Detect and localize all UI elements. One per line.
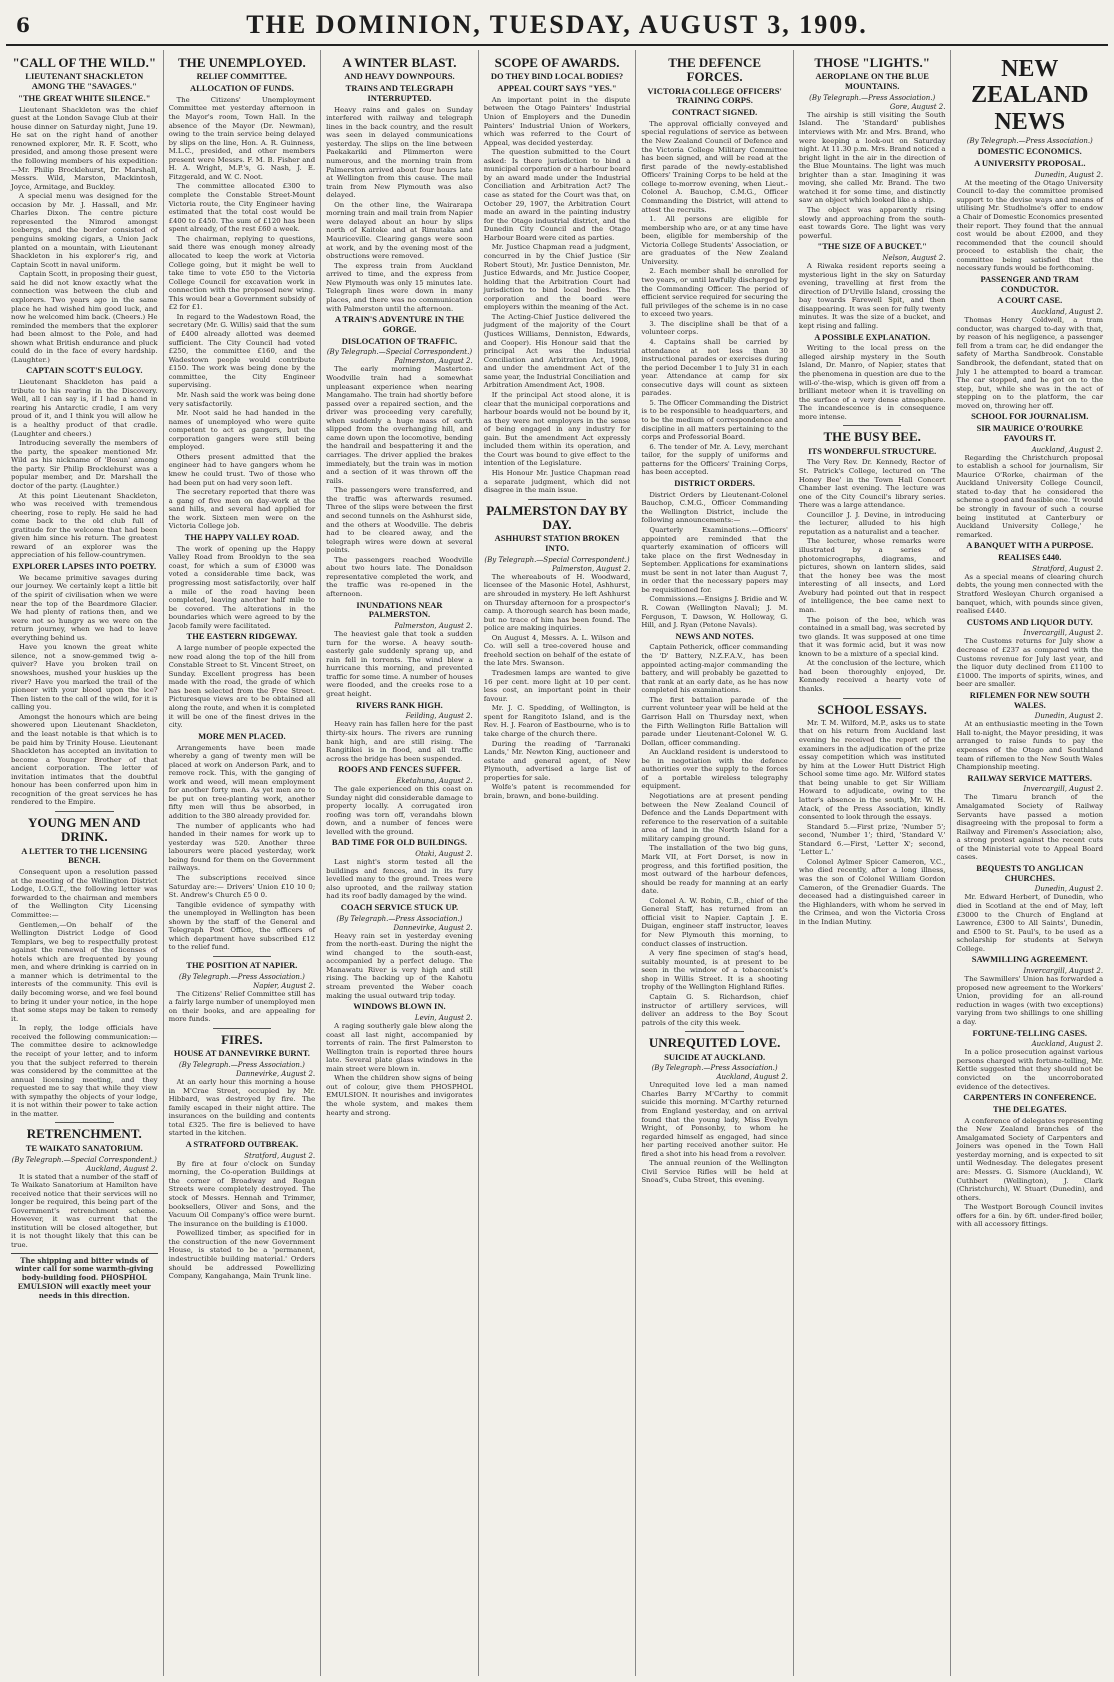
dateline: Napier, August 2.	[253, 981, 316, 990]
article-paragraph: At an early hour this morning a house in M'Crae Street, occupied by Mr. Hibbard, was destroyed by fire. The family escaped in their night attire. The insurances on the building and contents total £325. The fire is believed to have started in the kitchen.	[168, 1078, 316, 1138]
article-paragraph: The express train from Auckland arrived to time, and the express from New Plymouth was only 15 minutes late. Telegraph lines were down in many places, and there was no communication with Palmerston until the afternoon.	[326, 261, 473, 313]
subheading: SCHOOL FOR JOURNALISM.	[971, 411, 1089, 422]
article-paragraph: At the meeting of the Otago University Council to-day the committee promised support to the devise ways and means of utilising Mr. Studholme's offer to endow a Chair of Domestic Economics presented their report. They found that the annual cost would be about £2000, and they recommended that the council should proceed to establish the chair, the committee being satisfied that the necessary funds would be forthcoming.	[956, 178, 1104, 273]
subheading: EXPLORER LAPSES INTO POETRY.	[12, 561, 157, 572]
divider	[843, 698, 902, 699]
dateline: Auckland, August 2.	[1031, 445, 1104, 454]
subheading: CAPTAIN SCOTT'S EULOGY.	[26, 365, 143, 376]
article-paragraph: Writing to the local press on the alleged airship mystery in the South Island, Dr. Manro, of Napier, states that the phenomena in question are due to the will-o'-the-wisp, which is given off from a brilliant meteor when it is travelling on the surface of a very dense atmosphere. The incandescence is in consequence more intense.	[798, 344, 946, 421]
article-paragraph: Heavy rain has fallen here for the past thirty-six hours. The rivers are running bank high, and are still rising. The Rangitikei is in flood, and all traffic across the bridge has been suspended.	[326, 720, 473, 763]
byline: (By Telegraph.—Press Association.)	[178, 1061, 305, 1070]
column-4	[479, 50, 637, 1676]
subheading: BAD TIME FOR OLD BUILDINGS.	[331, 837, 468, 848]
article-paragraph: A special menu was designed for the occasion by Mr. J. Hassall, and Mr. Charles Dixon. The centre picture represented the Nimrod amongst icebergs, and the border consisted of penguins smoking cigars, a Union Jack planted on a mountain, with Lieutenant Shackleton in his explorer's rig, and Captain Scott in naval uniform.	[11, 192, 158, 269]
article-paragraph: During the reading of 'Tarranaki Lands,' Mr. Newton King, auctioneer and estate and general agent, of New Plymouth, advertised a large list of properties for sale.	[483, 739, 631, 782]
dateline: Nelson, August 2.	[882, 254, 946, 263]
article-paragraph: Captain Petherick, officer commanding the 'D' Battery, N.Z.F.A.V., has been appointed acting-major commanding the battery, and will probably be gazetted to that rank at an early date, as he has now completed his examinations.	[641, 643, 788, 695]
subheading: WINDOWS BLOWN IN.	[353, 1001, 446, 1012]
subheading: THE POSITION AT NAPIER.	[186, 960, 298, 970]
headline: UNREQUITED LOVE.	[648, 1035, 781, 1051]
newspaper-title: THE DOMINION, TUESDAY, AUGUST 3, 1909.	[246, 10, 868, 39]
article-paragraph: The question submitted to the Court asked: Is there jurisdiction to bind a municipal corporation or a harbour board by an award made under the Industrial Conciliation and Arbitration Act? The case as stated for the Court was that, on October 29, 1907, the Arbitration Court made an award in the painting industry for the Otago industrial district, and the Dunedin City Council and the Otago Harbour Board were cited as parties.	[483, 148, 631, 242]
subheading: A LETTER TO THE LICENSING BENCH.	[21, 845, 148, 866]
subheading: AND HEAVY DOWNPOURS.	[344, 71, 455, 82]
article-paragraph: Amongst the honours which are being showered upon Lieutenant Shackleton, and the least notable is that which is to be paid him by Trinity House. Lieutenant Shackleton has accepted an invitation to become a Younger Brother of that ancient corporation. The letter of invitation intimates that the doubtful honour has been conferred upon him in recognition of the great services he has rendered to the Empire.	[11, 712, 158, 807]
article-paragraph: The first battalion parade of the current volunteer year will be held at the Garrison Hall on Thursday next, when the Fifth Wellington Rifle Battalion will parade under Lieutenant-Colonel W. G. Dollan, officer commanding.	[641, 695, 788, 747]
headline: SCOPE OF AWARDS.	[494, 55, 620, 70]
subheading: COACH SERVICE STUCK UP.	[340, 901, 459, 912]
article-paragraph: The approval officially conveyed and special regulations of service as between the New Zealand Council of Defence and the Victoria College Military Committee has been signed, and will be read at the first parade of the newly-established Officers' Training Corps to be held at the college to-morrow evening, when Lieut.-Colonel A. Bauchop, C.M.G., Officer Commanding the District, will attend to attest the recruits.	[641, 119, 788, 214]
subheading: FORTUNE-TELLING CASES.	[972, 1027, 1087, 1038]
subheading: THE HAPPY VALLEY ROAD.	[184, 531, 300, 542]
column-6	[794, 50, 952, 1676]
article-paragraph: Arrangements have been made whereby a gang of twenty men will be placed at work on Anderson Park, and to remove rock. This, with the ganging of work and weed, will mean employment for another forty men. As yet men are to be put on tree-planting work, another fifty men will thus be absorbed, in addition to the 380 already provided for.	[168, 743, 316, 820]
subheading: A BANQUET WITH A PURPOSE.	[966, 540, 1094, 551]
subheading: THE DELEGATES.	[992, 1103, 1067, 1114]
subheading: A COURT CASE.	[997, 295, 1063, 306]
article-paragraph: On the other line, the Wairarapa morning train and mail train from Napier were delayed about an hour by slips north of Kaitoke and at Rimutaka and Mauriceville. Clearing gangs were soon at work, and by the evening most of the obstructions were removed.	[326, 200, 473, 261]
article-paragraph: At this point Lieutenant Shackleton, who was received with tremendous cheering, rose to reply. He said he had come back to the old club full of gratitude for the welcome that had been given him since his return. The greatest reward of an explorer was the appreciation of his fellow-countrymen.	[11, 491, 158, 560]
divider	[213, 1028, 272, 1029]
article-paragraph: The passengers were transferred, and the traffic was afterwards resumed. Three of the slips were between the first and second tunnels on the Ashhurst side, and the others at Woodville. The debris had to be cleared away, and the telegraph wires were down at several points.	[326, 486, 473, 555]
article-paragraph: Mr. T. M. Wilford, M.P., asks us to state that on his return from Auckland last evening he received the report of the examiners in the adjudication of the prize essay competition which was instituted by him at the Lower Hutt District High School some time ago. Mr. Wilford states that being unable to get Sir William Howard to adjudicate, owing to the latter's absence in the south, Mr. W. H. Atack, of the Press Association, kindly consented to look through the essays.	[798, 718, 946, 822]
article-paragraph: The heaviest gale that took a sudden turn for the worse. A heavy south-easterly gale suddenly sprang up, and rain fell in torrents. The wind blew a hurricane this morning, and prevented traffic for some time. A number of houses were flooded, and the creeks rose to a great height.	[326, 630, 473, 699]
dateline: Dunedin, August 2.	[1034, 712, 1104, 721]
article-paragraph: The secretary reported that there was a gang of five men on day-work at the sand hills, and several had applied for the work. Sixteen men were on the Victoria College job.	[168, 488, 316, 531]
byline: (By Telegraph.—Special Correspondent.)	[11, 1155, 157, 1164]
headline: THOSE "LIGHTS."	[814, 55, 930, 70]
article-paragraph: Captain G. S. Richardson, chief instructor of artillery services, will deliver an address to the Boy Scout patrols of the city this week.	[641, 992, 788, 1027]
byline: (By Telegraph.—Special Correspondent.)	[484, 555, 630, 564]
article-paragraph: The number of applicants who had handed in their names for work up to yesterday was 520. Another three labourers were placed yesterday, work being found for them on the Government railways.	[168, 821, 316, 873]
article-paragraph: Others present admitted that the engineer had to have gangers whom he knew he could trust. Two of those who had been put on had very soon left.	[168, 452, 316, 487]
article-paragraph: At an enthusiastic meeting in the Town Hall to-night, the Mayor presiding, it was arranged to raise funds to pay the expenses of the Otago and Southland team of riflemen to the New South Wales Championship meeting.	[956, 720, 1104, 772]
article-paragraph: Powellized timber, as specified for in the construction of the new Government House, is stated to be a 'permanent, indestructible building material.' Orders should be addressed Powellizing Company, Kangahanga, Main Trunk line.	[168, 1229, 316, 1281]
subheading: LIEUTENANT SHACKLETON AMONG THE "SAVAGES."	[25, 71, 144, 92]
subheading: DOMESTIC ECONOMICS.	[977, 146, 1082, 157]
article-paragraph: Have you known the great white silence, not a snow-gemmed twig a-quiver? Have you broken trail on snowshoes, mushed your huskies up the river? Have you marked the trail of the pioneer with your blood upon the ice? Then listen to the call of the wild, for it is calling you.	[11, 643, 158, 712]
byline: (By Telegraph.—Press Association.)	[966, 137, 1093, 146]
byline: (By Telegraph.—Press Association.)	[178, 972, 305, 981]
headline: "CALL OF THE WILD."	[12, 55, 157, 70]
article-paragraph: 6. The tender of Mr. A. Levy, merchant tailor, for the supply of uniforms and patterns for the Officers' Training Corps, has been accepted.	[641, 442, 788, 477]
article-paragraph: Standard 5.—First prize, 'Number 5'; second, 'Number 1'; third, 'Standard V.' Standard 6.—First, 'Letter X'; second, 'Letter L.'	[798, 822, 946, 857]
subheading: SAWMILLING AGREEMENT.	[971, 954, 1088, 965]
dateline: Auckland, August 2.	[716, 1073, 788, 1082]
divider	[528, 499, 587, 500]
subheading: MORE MEN PLACED.	[198, 730, 286, 741]
article-paragraph: The Westport Borough Council invites offers for a 6in. by 6ft. under-fired boiler, with all accessory fittings.	[956, 1203, 1104, 1229]
headline: NEW ZEALAND NEWS	[971, 56, 1089, 135]
dateline: Stratford, August 2.	[1032, 564, 1104, 573]
article-paragraph: Lieutenant Shackleton has paid a tribute to his rearing in the Discovery. Well, all I can say is, if I had a hand in rearing his Antarctic cradle, I am very proud of it, and I think you will allow he is a healthy product of that cradle. (Laughter and cheers.)	[11, 378, 158, 438]
dateline: Auckland, August 2.	[86, 1164, 158, 1173]
article-paragraph: The annual reunion of the Wellington Civil Service Rifles will be held at Snoad's, Cuba Street, this evening.	[641, 1159, 788, 1185]
advertisement: The shipping and bitter winds of winter call for some warmth-giving body-building food. PHOSPHOL EMULSION will exactly meet your needs in this direction.	[11, 1253, 158, 1301]
article-paragraph: When the children show signs of being out of colour, give them PHOSPHOL EMULSION. It nourishes and invigorates the whole system, and makes them hearty and strong.	[326, 1074, 473, 1117]
article-paragraph: At the conclusion of the lecture, which had been thoroughly enjoyed, Dr. Kennedy received a hearty vote of thanks.	[798, 659, 946, 694]
subheading: PASSENGER AND TRAM CONDUCTOR.	[980, 273, 1079, 294]
subheading: DISLOCATION OF TRAFFIC.	[341, 335, 458, 346]
subheading: DO THEY BIND LOCAL BODIES?	[490, 71, 624, 82]
article-paragraph: An Auckland resident is understood to be in negotiation with the defence authorities over the supply to the forces of a portable wireless telegraphy equipment.	[641, 748, 788, 791]
article-paragraph: The gale experienced on this coast on Sunday night did considerable damage to property locally. A corrugated iron roofing was torn off, verandahs blown down, and a number of fences were levelled with the ground.	[326, 784, 473, 836]
byline: (By Telegraph.—Press Association.)	[336, 914, 463, 923]
article-paragraph: The early morning Masterton-Woodville train had a somewhat unpleasant experience when nearing Mangamaho. The train had shortly before passed over a repaired section, and the driver was proceeding very carefully, when suddenly a huge mass of earth slipped from the overhanging hill, and came down upon the locomotive, bending the handrail and bespattering it and the carriages. The driver applied the brakes immediately, but the train was in motion and a section of it was thrown off the rails.	[326, 365, 473, 485]
dateline: Invercargill, August 2.	[1023, 629, 1104, 638]
byline: (By Telegraph.—Special Correspondent.)	[326, 348, 473, 357]
article-paragraph: Heavy rain set in yesterday evening from the north-east. During the night the wind changed to the south-east, accompanied by a perfect deluge. The Manawatu River is very high and still rising. The backing up of the Kahotu stream prevented the Weber coach making the usual outward trip today.	[326, 931, 473, 1000]
headline: A WINTER BLAST.	[342, 55, 457, 70]
column-2	[164, 50, 322, 1676]
article-paragraph: Regarding the Christchurch proposal to establish a school for journalism, Sir Maurice O'Rorke, chairman of the Auckland University College Council, stated to-day that he considered the scheme a good and feasible one. 'It would be strongly in favour of such a course being instituted at Canterbury or Auckland University College,' he remarked.	[956, 453, 1104, 539]
article-paragraph: His Honour Mr. Justice Chapman read a separate judgment, which did not disagree in the main issue.	[483, 469, 631, 495]
article-paragraph: Wolfe's patent is recommended for brain, brawn, and bone-building.	[483, 783, 631, 800]
article-paragraph: Gentlemen,—On behalf of the Wellington District Lodge of Good Templars, we beg to respectfully protest against the renewal of the licenses of hotels which are frequented by young men, and where drinking is carried on in a manner which is detrimental to the interests of the community. This evil is daily becoming worse, and we feel bound to bring it under your notice, in the hope that some steps may be taken to remedy it.	[11, 920, 158, 1023]
headline: SCHOOL ESSAYS.	[817, 701, 927, 717]
article-paragraph: Consequent upon a resolution passed at the meeting of the Wellington District Lodge, I.O.G.T., the following letter was forwarded to the chairman and members of the Wellington City Licensing Committee:—	[11, 868, 158, 919]
article-paragraph: Introducing severally the members of the party, the speaker mentioned Mr. Wild as his nickname of 'Bosun' among the party. Sir Philip Brocklehurst was a popular member, and Dr. Marshall the doctor of the party. (Laughter.)	[11, 439, 158, 490]
subheading: HOUSE AT DANNEVIRKE BURNT.	[173, 1048, 310, 1059]
article-paragraph: As a special means of clearing church debts, the young men connected with the Stratford Wesleyan Church organised a banquet, which, with pounds since given, realised £440.	[956, 572, 1104, 616]
subheading: A POSSIBLE EXPLANATION.	[814, 331, 931, 342]
subheading: TE WAIKATO SANATORIUM.	[25, 1142, 143, 1153]
article-paragraph: Unrequited love led a man named Charles Barry M'Carthy to commit suicide this morning. M'Carthy returned from England yesterday, and on arrival found that the young lady, Miss Evelyn Wright, of Ponsonby, to whom he regarded himself as engaged, had since her parting received another suitor. He fired a shot into his head from a revolver.	[641, 1081, 788, 1158]
subheading: CUSTOMS AND LIQUOR DUTY.	[966, 616, 1093, 627]
article-paragraph: The Very Rev. Dr. Kennedy, Rector of St. Patrick's College, lectured on 'The Honey Bee' in the Town Hall Concert Chamber last evening. The lecture was one of the City Council's library series. There was a large attendance.	[798, 458, 946, 510]
masthead	[6, 6, 1108, 46]
article-paragraph: The object was apparently rising slowly and approaching from the south-east towards Gore. The light was very powerful.	[798, 206, 946, 240]
article-paragraph: Last night's storm tested all the buildings and fences, and in its fury levelled many to the ground. Trees were also uprooted, and the railway station had its roof badly damaged by the wind.	[326, 858, 473, 901]
dateline: Dannevirke, August 2.	[235, 1070, 316, 1079]
subheading: APPEAL COURT SAYS "YES."	[497, 83, 617, 94]
article-paragraph: An important point in the dispute between the Otago Painters' Industrial Union of Employers and the Dunedin Painters' Industrial Union of Workers, which was referred to the Court of Appeal, was decided yesterday.	[483, 95, 631, 147]
article-paragraph: Mr. J. C. Spedding, of Wellington, is spent for Rangitoto Island, and is the Rev. H. J. Fearon of Eastbourne, who is to take charge of the church there.	[483, 704, 631, 738]
subheading: A STRATFORD OUTBREAK.	[185, 1139, 299, 1150]
article-paragraph: Heavy rains and gales on Sunday interfered with railway and telegraph lines in the back country, and the result was seen in delayed communications yesterday. The slips on the line between Paekakariki and Plimmerton were numerous, and the morning train from Palmerston arrived about four hours late at Wellington from this cause. The mail train from New Plymouth was also delayed.	[326, 105, 473, 200]
columns	[6, 50, 1108, 1676]
article-paragraph: The poison of the bee, which was contained in a small bag, was secreted by two glands. It was supposed at one time that it was formic acid, but it was now known to be a mixture of a special kind.	[798, 615, 946, 658]
article-paragraph: Tradesmen lamps are wanted to give 16 per cent. more light at 10 per cent. less cost, an important point in their favour.	[483, 669, 631, 703]
subheading: RIFLEMEN FOR NEW SOUTH WALES.	[969, 689, 1090, 710]
byline: (By Telegraph.—Press Association.)	[809, 93, 936, 102]
article-paragraph: By fire at four o'clock on Sunday morning, the Co-operation Buildings at the corner of Broadway and Regan Streets were completely destroyed. The stock of Messrs. Hennah and Trimmer, booksellers, Oliver and Sons, and the Vacuum Oil Company's office were burnt. The insurance on the building is £1000.	[168, 1159, 316, 1228]
article-paragraph: A raging southerly gale blew along the coast all last night, accompanied by torrents of rain. The first Palmerston to Wellington train is reported three hours late. Several plate glass windows in the main street were blown in.	[326, 1021, 473, 1073]
article-paragraph: The airship is still visiting the South Island. The 'Standard' publishes interviews with Mr. and Mrs. Brand, who were keeping a look-out on Saturday night. At 11.30 p.m. Mrs. Brand noticed a bright light in the air in the direction of the Blue Mountains. The light was much brighter than a star. Imagining it was moving, she called Mr. Brand. The two watched it for some time, and distinctly saw an object which looked like a ship.	[798, 110, 946, 205]
article-paragraph: A conference of delegates representing the New Zealand branches of the Amalgamated Society of Carpenters and Joiners was opened in the Town Hall yesterday morning, and is expected to sit until Wednesday. The delegates present are: Messrs. G. Sismore (Auckland), W. Cuthbert (Wellington), J. Clark (Christchurch), W. Stuart (Dunedin), and others.	[956, 1116, 1104, 1202]
column-1	[6, 50, 164, 1676]
article-paragraph: 1. All persons are eligible for membership who are, or at any time have been, eligible for membership of the Victoria College Students' Association, or are graduates of the New Zealand University.	[641, 215, 788, 266]
byline: (By Telegraph.—Press Association.)	[651, 1064, 778, 1073]
article-paragraph: 2. Each member shall be enrolled for two years, or until lawfully discharged by the Commanding Officer. The period of efficient service required for securing the full privileges of the scheme is in no case to exceed two years.	[641, 267, 788, 319]
dateline: Invercargill, August 2.	[1023, 967, 1104, 976]
article-paragraph: A very fine specimen of stag's head, suitably mounted, is at present to be seen in the window of a tobacconist's shop in Willis Street. It is a shooting trophy of the Wellington Highland Rifles.	[641, 949, 788, 992]
article-paragraph: On August 4, Messrs. A. L. Wilson and Co. will sell a tree-covered house and freehold section on behalf of the estate of the late Mrs. Swanson.	[483, 633, 631, 668]
article-paragraph: Mr. Edward Herbert, of Dunedin, who died in Scotland at the end of May, left £3000 to the Church of England at Lawrence, £300 to All Saints', Dunedin, and £500 to St. Paul's, to be used as a scholarship for students at Selwyn College.	[956, 893, 1104, 953]
subheading: ROOFS AND FENCES SUFFER.	[338, 764, 461, 775]
subheading: CARPENTERS IN CONFERENCE.	[963, 1092, 1097, 1103]
subheading: ASHHURST STATION BROKEN INTO.	[494, 533, 620, 554]
subheading: NEWS AND NOTES.	[675, 630, 754, 641]
article-paragraph: Mr. Nash said the work was being done very satisfactorily.	[168, 390, 316, 408]
article-paragraph: The chairman, replying to questions, said there was enough money already allocated to keep the work at Victoria College going, but it might be well to take time to vote £50 to the Victoria College Council for excavation work in connection with the proposed new wing. This would bear a Government subsidy of £2 for £1.	[168, 234, 316, 312]
article-paragraph: A large number of people expected the new road along the top of the hill from Constable Street to St. Vincent Street, on Sunday. Excellent progress has been made with the road, the grade of which has been selected from the Free Street. Picturesque views are to be obtained all along the route, and when it is completed it will be one of the finest drives in the city.	[168, 644, 316, 730]
article-paragraph: The subscriptions received since Saturday are:— Drivers' Union £10 10 0; St. Andrew's Church £5 0 0.	[168, 873, 316, 900]
article-paragraph: Tangible evidence of sympathy with the unemployed in Wellington has been shown by the staff of the General and Telegraph Post Office, the officers of which department have subscribed £12 to the relief fund.	[168, 900, 316, 952]
headline: THE DEFENCE FORCES.	[668, 55, 762, 85]
article-paragraph: The Customs returns for July show a decrease of £237 as compared with the Customs revenue for July last year, and the liquor duty declined from £1100 to £1000. The imports of spirits, wines, and beer are smaller.	[956, 637, 1104, 689]
article-paragraph: The Citizens' Relief Committee still has a fairly large number of unemployed men on their books, and are appealing for more funds.	[168, 989, 316, 1024]
article-paragraph: Mr. Noot said he had handed in the names of unemployed who were quite competent to act as gangers, but the corporation gangers were still being employed.	[168, 409, 316, 452]
article-paragraph: The Acting-Chief Justice delivered the judgment of the majority of the Court (Justices Williams, Denniston, Edwards, and Cooper). His Honour said that the principal Act was the Industrial Conciliation and Arbitration Act, 1908, and under the amendment Act of the same year, the Industrial Conciliation and Arbitration Amendment Act, 1908.	[483, 312, 631, 390]
headline: FIRES.	[221, 1032, 263, 1048]
dateline: Dunedin, August 2.	[1034, 170, 1104, 179]
article-paragraph: Thomas Henry Coldwell, a tram conductor, was charged to-day with that, by reason of his negligence, a passenger fell from a tram car, he did endanger the safety of Martha Sandbrook. Constable Sandbrook, the defendant, stated that on July 1 he attempted to board a tramcar. The car stopped, and he got on to the step, but, while she was in the act of stepping on to the platform, the car moved on, throwing her off.	[956, 316, 1104, 410]
dateline: Palmerston, August 2.	[394, 622, 473, 631]
subheading: ITS WONDERFUL STRUCTURE.	[808, 445, 937, 456]
article-paragraph: If the principal Act stood alone, it is clear that the municipal corporations and harbour boards would not be bound by it, as they were not employers in the sense of being engaged in any industry for gain. But the amendment Act expressly included them within its operation, and the Court was bound to give effect to the intention of the Legislature.	[483, 390, 631, 468]
subheading: RAILWAY SERVICE MATTERS.	[967, 772, 1092, 783]
article-paragraph: In regard to the Wadestown Road, the secretary (Mr. G. Willis) said that the sum of £400 already allotted was deemed sufficient. The City Council had voted £250, the committee £160, and the Wadestown people would contribute £150. The work was being done by the committee, the City Engineer supervising.	[168, 312, 316, 390]
subheading: A TRAIN'S ADVENTURE IN THE GORGE.	[334, 314, 464, 334]
subheading: THE EASTERN RIDGEWAY.	[186, 631, 298, 642]
headline: THE UNEMPLOYED.	[177, 55, 306, 70]
article-paragraph: The whereabouts of H. Woodward, licensee of the Masonic Hotel, Ashhurst, are shrouded in mystery. He left Ashhurst on Thursday afternoon for a prospector's camp. A thorough search has been made, but no trace of him has been found. The police are making inquiries.	[483, 572, 631, 633]
headline: RETRENCHMENT.	[26, 1126, 142, 1142]
subheading: INUNDATIONS NEAR PALMERSTON.	[356, 599, 443, 620]
divider	[55, 811, 114, 812]
headline: YOUNG MEN AND DRINK.	[27, 815, 141, 845]
subheading: AEROPLANE ON THE BLUE MOUNTAINS.	[815, 71, 929, 92]
article-paragraph: 3. The discipline shall be that of a volunteer corps.	[641, 319, 788, 337]
subheading: CONTRACT SIGNED.	[671, 107, 758, 118]
dateline: Invercargill, August 2.	[1023, 785, 1104, 794]
dateline: Palmerston, August 2.	[394, 357, 473, 366]
dateline: Levin, August 2.	[414, 1013, 473, 1022]
article-paragraph: A Riwaka resident reports seeing a mysterious light in the sky on Saturday evening, travelling at first from the direction of D'Urville Island, crossing the bay towards Farewell Spit, and then disappearing. It was seen for fully twenty minutes. It was the size of a bucket, and kept rising and falling.	[798, 262, 946, 330]
article-paragraph: Colonel Aylmer Spicer Cameron, V.C., who died recently, after a long illness, was the son of Colonel William Gordon Cameron, of the Grenadier Guards. The deceased had a distinguished career in the Highlanders, with whom he served in the Crimea, and won the Victoria Cross in the Indian Mutiny.	[798, 857, 946, 926]
article-paragraph: Negotiations are at present pending between the New Zealand Council of Defence and the Lands Department with reference to the reservation of a suitable area of land in the North Island for a military camping ground.	[641, 792, 788, 843]
headline: PALMERSTON DAY BY DAY.	[486, 502, 628, 532]
divider	[55, 1122, 114, 1123]
article-paragraph: The Sawmillers' Union has forwarded a proposed new agreement to the Workers' Union, providing for an all-round reduction in wages (with two exceptions) varying from two shillings to one shilling a day.	[956, 975, 1104, 1026]
dateline: Eketahuna, August 2.	[396, 776, 473, 785]
headline: THE BUSY BEE.	[823, 429, 921, 445]
subheading: REALISES £440.	[998, 552, 1062, 563]
article-paragraph: The lecturer, whose remarks were illustrated by a series of photomicrographs, diagrams, and pictures, shown on lantern slides, said that the honey bee was the most interesting of all insects, and Lord Avebury had pointed out that in respect of intelligence, the bee came next to man.	[798, 537, 946, 614]
page-number: 6	[16, 13, 30, 37]
article-paragraph: Colonel A. W. Robin, C.B., chief of the General Staff, has returned from an official visit to Napier. Captain J. E. Duigan, engineer staff instructor, leaves for New Plymouth this morning, to conduct classes of instruction.	[641, 896, 788, 948]
dateline: Feilding, August 2.	[405, 712, 473, 721]
divider	[213, 956, 272, 957]
column-5	[636, 50, 794, 1676]
dateline: Auckland, August 2.	[1031, 1040, 1104, 1049]
subheading: A UNIVERSITY PROPOSAL.	[974, 157, 1086, 168]
article-paragraph: The passengers reached Woodville about two hours late. The Donaldson representative completed the work, and the traffic was re-opened in the afternoon.	[326, 555, 473, 599]
subheading: DISTRICT ORDERS.	[674, 477, 755, 488]
article-paragraph: Quarterly Examinations.—Officers' appointed are reminded that the quarterly examination of officers will take place on the first Wednesday in September. Applications for examinations must be sent in not later than August 7, in order that the necessary papers may be requisitioned for.	[641, 525, 788, 594]
article-paragraph: The installation of the two big guns, Mark VII, at Fort Dorset, is now in progress, and this fortified position, the most outward of the harbour defences, should be ready for manning at an early date.	[641, 844, 788, 896]
article-paragraph: The work of opening up the Happy Valley Road from Brooklyn to the sea coast, for which a sum of £3000 was voted a considerable time back, was progressing most satisfactorily, over half a mile of the road having been completed, leaving another half mile to be covered. The alterations in the boundaries which were agreed to by the Jacob family were facilitated.	[168, 544, 316, 630]
subheading: VICTORIA COLLEGE OFFICERS' TRAINING CORPS.	[647, 85, 782, 106]
article-paragraph: We became primitive savages during our journey. We certainly kept a little bit of the spirit of civilisation when we were near the top of the Beardmore Glacier. We had plenty of rations then, and we were not so hungry as we were on the return journey, when we had to leave everything behind us.	[11, 573, 158, 642]
dateline: Dannevirke, August 2.	[393, 923, 473, 932]
article-paragraph: Lieutenant Shackleton was the chief guest at the London Savage Club at their house dinner on Saturday night, June 19. He sat on the right hand of another renowned explorer, Mr. R. F. Scott, who presided, and among those present were the following members of his expedition:—Mr. Philip Brocklehurst, Dr. Marshall, Messrs. Wild, Marston, Mackintosh, Joyce, Armitage, and Buckley.	[11, 105, 158, 191]
article-paragraph: District Orders by Lieutenant-Colonel Bauchop, C.M.G., Officer Commanding the Wellington District, include the following announcements:—	[641, 490, 788, 525]
column-7	[951, 50, 1108, 1676]
article-paragraph: Captain Scott, in proposing their guest, said he did not know exactly what the connection was between the club and explorers. Two years ago in the same place he had wished him good luck, and now he welcomed him back. (Cheers.) He reminded the members that the explorer had been almost to the Pole, and had shown what British endurance and pluck could do in the face of every hardship. (Laughter.)	[11, 270, 158, 364]
subheading: RELIEF COMMITTEE.	[196, 71, 288, 82]
dateline: Stratford, August 2.	[244, 1151, 316, 1160]
dateline: Palmerston, August 2.	[551, 564, 631, 573]
subheading: SIR MAURICE O'ROURKE FAVOURS IT.	[976, 423, 1083, 443]
dateline: Gore, August 2.	[889, 102, 946, 111]
subheading: BEQUESTS TO ANGLICAN CHURCHES.	[976, 862, 1084, 883]
divider	[843, 425, 902, 426]
article-paragraph: 4. Captains shall be carried by attendance at not less than 30 instructional parades or exercises during the period December 1 to July 31 in each year. Attendance at camp for six consecutive days will count as sixteen parades.	[641, 337, 788, 398]
subheading: "THE SIZE OF A BUCKET."	[817, 241, 927, 252]
article-paragraph: Mr. Justice Chapman read a judgment, concurred in by the Chief Justice (Sir Robert Stout), Mr. Justice Denniston, Mr. Justice Edwards, and Mr. Justice Cooper, holding that the Arbitration Court had jurisdiction to bind local bodies. The corporation and the board were employers within the meaning of the Act.	[483, 243, 631, 312]
article-paragraph: Commissions.—Ensigns J. Bridie and W. R. Cowan (Wellington Naval); J. M. Ferguson, T. Dawson, W. Holloway, G. Hill, and J. Ryan (Petone Navals).	[641, 595, 788, 630]
article-paragraph: It is stated that a number of the staff of Te Waikato Sanatorium at Hamilton have received notice that their services will no longer be required, this being part of the Government's retrenchment scheme. However, it was current that the institution will be closed altogether, but it is not thought likely that this can be true.	[11, 1172, 158, 1249]
dateline: Otaki, August 2.	[415, 850, 473, 859]
article-paragraph: The committee allocated £300 to complete the Constable Street-Mount Victoria route, the City Engineer having estimated that the total cost would be £400 to £450. The sum of £120 has been spent already, of the rest £60 a week.	[168, 182, 316, 234]
dateline: Auckland, August 2.	[1031, 308, 1104, 317]
article-paragraph: Councillor J. J. Devine, in introducing the lecturer, alluded to his high reputation as a naturalist and a teacher.	[798, 510, 946, 536]
article-paragraph: In a police prosecution against various persons charged with fortune-telling, Mr. Kettle suggested that they should not be convicted on the uncorroborated evidence of the detectives.	[956, 1048, 1104, 1091]
article-paragraph: The Timaru branch of the Amalgamated Society of Railway Servants have passed a motion disagreeing with the proposal to form a Railway and Firemen's Association; also, a strong protest against the recent cuts of the Ministerial vote to Appeal Board cases.	[956, 793, 1104, 862]
article-paragraph: 5. The Officer Commanding the District is to be responsible to headquarters, and to be the medium of correspondence and discipline in all matters pertaining to the corps and Professorial Board.	[641, 398, 788, 442]
divider	[685, 1031, 744, 1032]
column-3	[321, 50, 479, 1676]
subheading: TRAINS AND TELEGRAPH INTERRUPTED.	[345, 83, 454, 103]
subheading: RIVERS RANK HIGH.	[356, 699, 443, 710]
dateline: Dunedin, August 2.	[1034, 885, 1104, 894]
article-paragraph: In reply, the lodge officials have received the following communication:—The committee desire to acknowledge the receipt of your letter, and to inform you that the subject referred to therein was considered by the committee at the annual licensing meeting, and they requested me to say that while they view with sympathy the objects of your lodge, it is not within their power to take action in the matter.	[11, 1024, 158, 1118]
article-paragraph: The Citizens' Unemployment Committee met yesterday afternoon in the Mayor's room, Town Hall. In the absence of the Mayor (Dr. Newman), owing to the train service being delayed by slips on the line, Hon. A. R. Guinness, M.L.C., presided, and other members present were Messrs. F. M. B. Fisher and H. A. Wright, M.P.'s, G. Nash, J. E. Fitzgerald, and W. C. Noot.	[168, 95, 316, 181]
subheading: SUICIDE AT AUCKLAND.	[664, 1051, 766, 1062]
subheading: "THE GREAT WHITE SILENCE."	[18, 92, 151, 103]
subheading: ALLOCATION OF FUNDS.	[190, 83, 294, 94]
